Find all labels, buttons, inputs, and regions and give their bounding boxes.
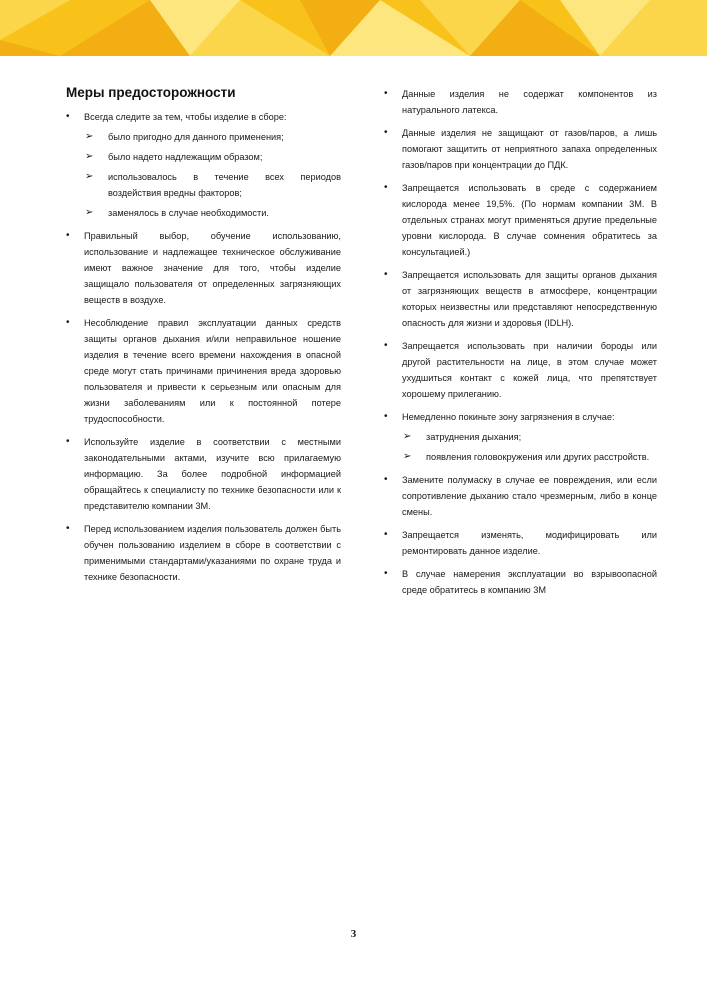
intro-text: Всегда следите за тем, чтобы изделие в сборе: (84, 112, 287, 122)
list-item: • Запрещается изменять, модифицировать или ремонтировать данное изделие. (384, 527, 657, 559)
page-number: 3 (350, 928, 357, 940)
list-item: • Перед использованием изделия пользователь должен быть обучен пользованию изделием в сборе в соответствии с применимыми стандартами/указаниями по охране труда и технике безопасности. (66, 521, 341, 585)
list-item: • Несоблюдение правил эксплуатации данных средств защиты органов дыхания и/или неправильное ношение изделия в течение всего времени нахождения в опасной среде могут стать причинами причинения вреда здоровью пользователя и привести к серьезным или опасным для жизни заболеваниям или к постоянной потере трудоспособности. (66, 315, 341, 427)
list-item: • В случае намерения эксплуатации во взрывоопасной среде обратитесь в компанию 3М (384, 566, 657, 598)
conditions-sublist (84, 129, 341, 221)
sub-list-item: ➢ было пригодно для данного применения; (84, 129, 341, 145)
sub-list-item: ➢ было надето надлежащим образом; (84, 149, 341, 165)
list-item: • Данные изделия не защищают от газов/паров, а лишь помогают защитить от неприятного запаха определенных газов/паров при концентрации до ПДК. (384, 125, 657, 173)
left-column (66, 85, 341, 592)
leave-conditions-sublist (402, 429, 657, 465)
header-banner (0, 0, 707, 56)
list-item (384, 409, 657, 465)
list-item (66, 109, 341, 221)
leave-intro-text: Немедленно покиньте зону загрязнения в случае: (402, 412, 615, 422)
list-item: • Запрещается использовать для защиты органов дыхания от загрязняющих веществ в атмосфере, концентрации которых неизвестны или представляют непосредственную опасность для жизни и здоровья (IDLH). (384, 267, 657, 331)
list-item: • Запрещается использовать в среде с содержанием кислорода менее 19,5%. (По нормам компании 3М. В отдельных странах могут применяться другие предельные уровни кислорода. В случае сомнения обратитесь за консультацией.) (384, 180, 657, 260)
list-item: • Данные изделия не содержат компонентов из натурального латекса. (384, 86, 657, 118)
list-item: • Запрещается использовать при наличии бороды или другой растительности на лице, в этом случае может ухудшиться контакт с кожей лица, что препятствует хорошему прилеганию. (384, 338, 657, 402)
sub-list-item: ➢ затруднения дыхания; (402, 429, 657, 445)
sub-list-item: ➢ появления головокружения или других расстройств. (402, 449, 657, 465)
right-column (384, 86, 657, 605)
sub-list-item: ➢ заменялось в случае необходимости. (84, 205, 341, 221)
precautions-list-left (66, 109, 341, 585)
list-item: • Используйте изделие в соответствии с местными законодательными актами, изучите всю прилагаемую информацию. За более подробной информацией обращайтесь к специалисту по технике безопасности или к представителю компании 3М. (66, 434, 341, 514)
section-title: Меры предосторожности (66, 85, 236, 100)
list-item: • Правильный выбор, обучение использованию, использование и надлежащее техническое обслуживание имеют важное значение для того, чтобы изделие защищало пользователя от определенных загрязняющих веществ в воздухе. (66, 228, 341, 308)
sub-list-item: ➢ использовалось в течение всех периодов воздействия вредны факторов; (84, 169, 341, 201)
precautions-list-right (384, 86, 657, 598)
list-item: • Замените полумаску в случае ее повреждения, или если сопротивление дыханию стало чрезмерным, либо в конце смены. (384, 472, 657, 520)
banner-pattern (0, 0, 707, 56)
